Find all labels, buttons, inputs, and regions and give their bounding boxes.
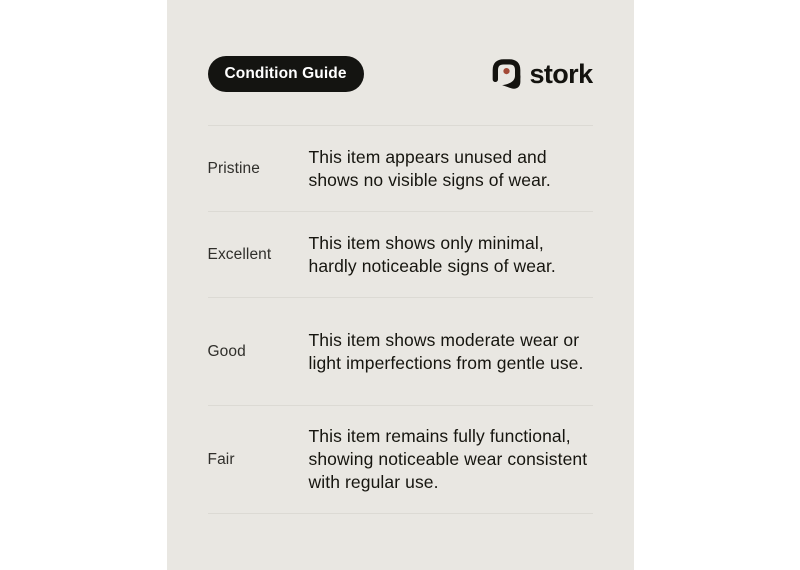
condition-row-excellent <box>208 211 593 297</box>
card-header <box>208 56 593 92</box>
stork-icon <box>490 57 523 92</box>
condition-guide-badge <box>208 56 364 92</box>
condition-label: Excellent <box>207 245 272 263</box>
condition-table <box>208 125 593 514</box>
condition-description: This item remains fully functional, showing noticeable wear consistent with regular use. <box>308 426 588 492</box>
condition-description: This item appears unused and shows no visible signs of wear. <box>308 146 551 190</box>
condition-description: This item shows moderate wear or light imperfections from gentle use. <box>308 329 584 373</box>
condition-label: Fair <box>207 450 235 468</box>
condition-label: Pristine <box>207 159 260 177</box>
condition-description: This item shows only minimal, hardly noticeable signs of wear. <box>308 232 556 276</box>
stork-logo <box>490 57 592 92</box>
stork-logo-text: stork <box>529 58 593 89</box>
condition-row-good <box>208 297 593 405</box>
condition-label: Good <box>207 342 246 360</box>
condition-guide-card <box>167 0 634 570</box>
stork-icon-dot <box>504 67 510 73</box>
condition-guide-badge-label: Condition Guide <box>224 65 347 82</box>
condition-row-fair <box>208 405 593 514</box>
condition-row-pristine <box>208 125 593 211</box>
